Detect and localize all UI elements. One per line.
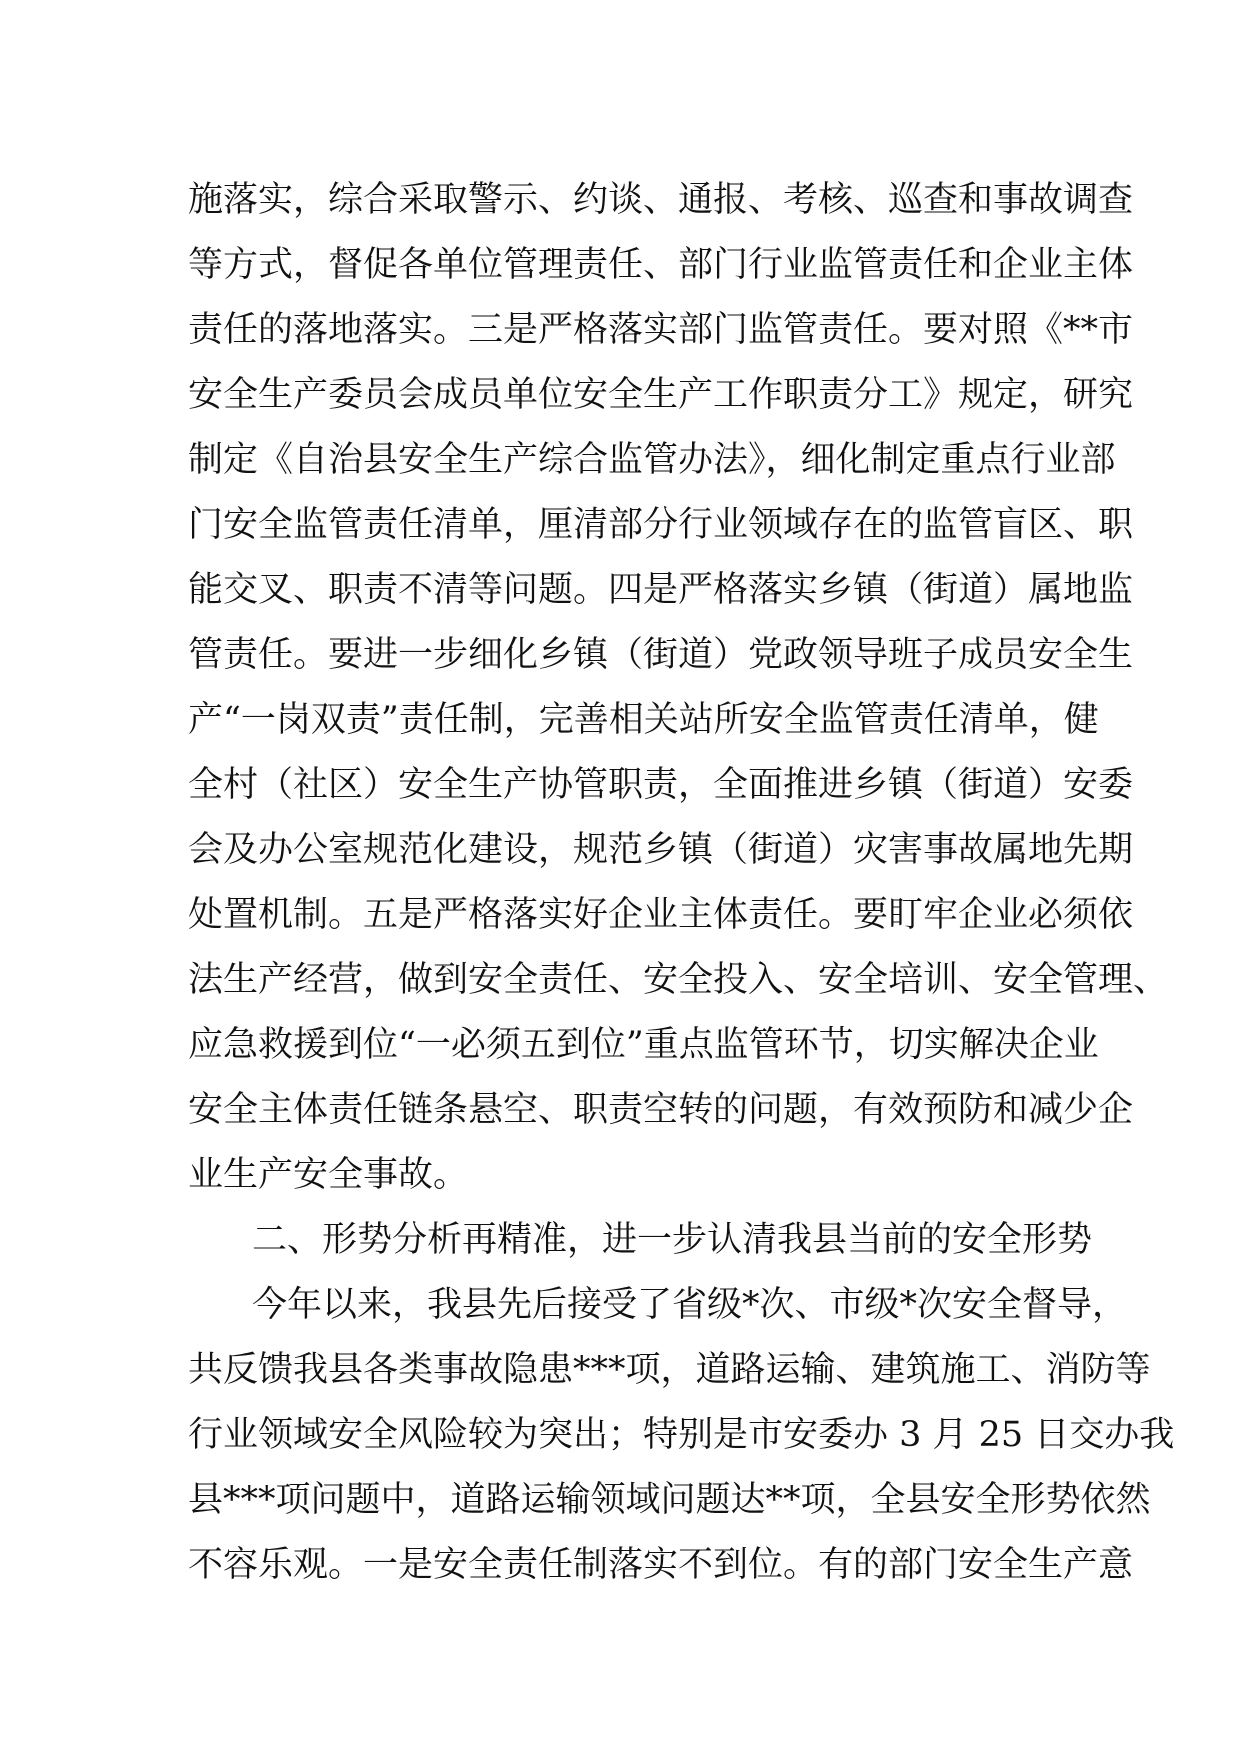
- text-line: 应急救援到位“一必须五到位”重点监管环节，切实解决企业: [188, 1025, 1099, 1065]
- text-line: 全村（社区）安全生产协管职责，全面推进乡镇（街道）安委: [188, 765, 1134, 805]
- text-line: 行业领域安全风险较为突出；特别是市安委办 3 月 25 日交办我: [188, 1415, 1175, 1455]
- text-line: 制定《自治县安全生产综合监管办法》，细化制定重点行业部: [188, 440, 1116, 480]
- section-heading: 二、形势分析再精准，进一步认清我县当前的安全形势: [252, 1220, 1093, 1260]
- text-line: 责任的落地落实。三是严格落实部门监管责任。要对照《**市: [188, 310, 1134, 350]
- text-line: 处置机制。五是严格落实好企业主体责任。要盯牢企业必须依: [188, 895, 1134, 935]
- text-line: 等方式，督促各单位管理责任、部门行业监管责任和企业主体: [188, 245, 1134, 285]
- text-line: 共反馈我县各类事故隐患***项，道路运输、建筑施工、消防等: [188, 1350, 1151, 1390]
- paragraph-first-line: 今年以来，我县先后接受了省级*次、市级*次安全督导，: [252, 1285, 1128, 1325]
- text-line: 能交叉、职责不清等问题。四是严格落实乡镇（街道）属地监: [188, 570, 1134, 610]
- text-line: 业生产安全事故。: [188, 1155, 469, 1195]
- document-body: [188, 168, 1175, 1598]
- text-line: 门安全监管责任清单，厘清部分行业领域存在的监管盲区、职: [188, 505, 1134, 545]
- text-line: 法生产经营，做到安全责任、安全投入、安全培训、安全管理、: [188, 960, 1169, 1000]
- text-line: 安全生产委员会成员单位安全生产工作职责分工》规定，研究: [188, 375, 1134, 415]
- text-line: 施落实，综合采取警示、约谈、通报、考核、巡查和事故调查: [188, 180, 1134, 220]
- text-line: 会及办公室规范化建设，规范乡镇（街道）灾害事故属地先期: [188, 830, 1134, 870]
- text-line: 产“一岗双责”责任制，完善相关站所安全监管责任清单，健: [188, 700, 1099, 740]
- text-line: 不容乐观。一是安全责任制落实不到位。有的部门安全生产意: [188, 1545, 1134, 1585]
- text-line: 县***项问题中，道路运输领域问题达**项，全县安全形势依然: [188, 1480, 1151, 1520]
- text-line: 安全主体责任链条悬空、职责空转的问题，有效预防和减少企: [188, 1090, 1134, 1130]
- text-line: 管责任。要进一步细化乡镇（街道）党政领导班子成员安全生: [188, 635, 1134, 675]
